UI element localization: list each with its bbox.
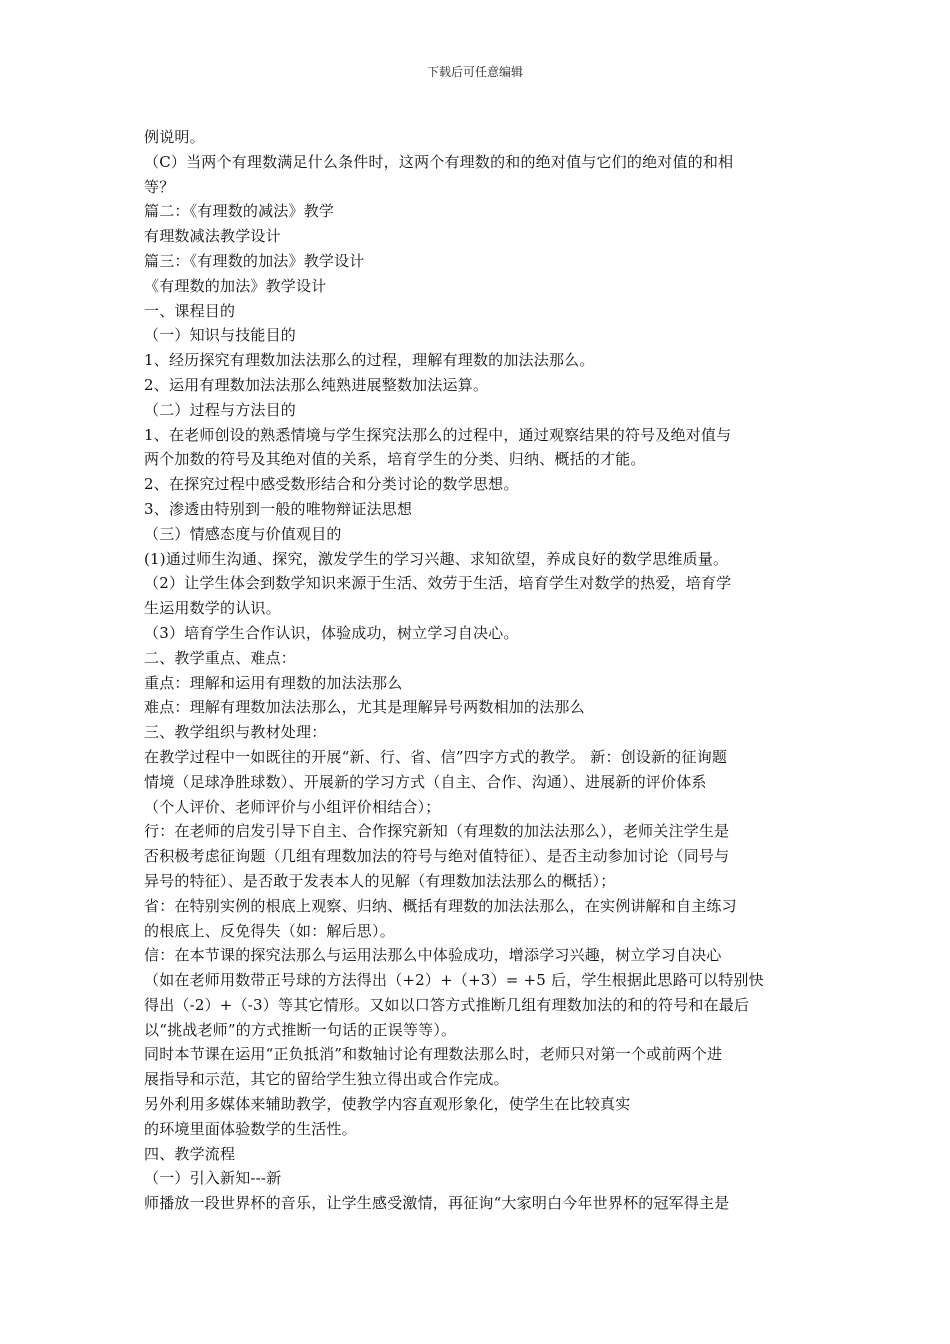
subsection-heading: （一）知识与技能目的	[144, 326, 297, 345]
text-line: 《有理数的加法》教学设计	[144, 276, 327, 295]
text-line: 得出（-2）+（-3）等其它情形。又如以口答方式推断几组有理数加法的和的符号和在最后	[144, 995, 750, 1014]
text-line: 难点：理解有理数加法法那么，尤其是理解异号两数相加的法那么	[144, 698, 585, 717]
text-line: 行：在老师的启发引导下自主、合作探究新知（有理数的加法法那么），老师关注学生是	[144, 822, 730, 841]
subsection-heading: （一）引入新知---新	[144, 1169, 282, 1188]
text-line: 以“挑战老师”的方式推断一句话的正误等等）。	[144, 1020, 457, 1039]
page-header: 下载后可任意编辑	[426, 65, 523, 79]
text-line: （C）当两个有理数满足什么条件时，这两个有理数的和的绝对值与它们的绝对值的和相	[144, 152, 734, 171]
section-heading: 篇二：《有理数的减法》教学	[144, 202, 335, 221]
subsection-heading: （三）情感态度与价值观目的	[144, 524, 342, 543]
text-line: 展指导和示范，其它的留给学生独立得出或合作完成。	[144, 1070, 509, 1089]
text-line: 情境（足球净胜球数）、开展新的学习方式（自主、合作、沟通）、进展新的评价体系	[144, 772, 707, 791]
text-line: 异号的特征）、是否敢于发表本人的见解（有理数加法法那么的概括）；	[144, 871, 616, 890]
text-line: 否积极考虑征询题（几组有理数加法的符号与绝对值特征）、是否主动参加讨论（同号与	[144, 847, 730, 866]
text-line: (1)通过师生沟通、探究，激发学生的学习兴趣、求知欲望，养成良好的数学思维质量。	[144, 549, 729, 568]
section-heading: 三、教学组织与教材处理：	[144, 723, 327, 742]
text-line: 在教学过程中一如既往的开展“新、行、省、信”四字方式的教学。 新：创设新的征询题	[144, 747, 728, 766]
text-line: 1、经历探究有理数加法法那么的过程，理解有理数的加法法那么。	[144, 351, 595, 370]
text-line: （3）培育学生合作认识，体验成功，树立学习自决心。	[144, 623, 519, 642]
text-line: （如在老师用数带正号球的方法得出（+2）+（+3）= +5 后，学生根据此思路可以特别快	[144, 971, 764, 990]
text-line: 的环境里面体验数学的生活性。	[144, 1119, 357, 1138]
section-heading: 一、课程目的	[144, 301, 236, 320]
section-heading: 二、教学重点、难点：	[144, 648, 297, 667]
section-heading: 篇三：《有理数的加法》教学设计	[144, 251, 365, 270]
text-line: 同时本节课在运用“正负抵消”和数轴讨论有理数法那么时，老师只对第一个或前两个进	[144, 1045, 723, 1064]
text-line: 2、在探究过程中感受数形结合和分类讨论的数学思想。	[144, 475, 519, 494]
text-line: 等？	[144, 177, 175, 196]
text-line: 例说明。	[144, 128, 205, 146]
text-line: 的根底上、反免得失（如：解后思）。	[144, 921, 395, 940]
text-line: （2）让学生体会到数学知识来源于生活、效劳于生活，培育学生对数学的热爱，培育学	[144, 574, 732, 593]
text-line: 信：在本节课的探究法那么与运用法那么中体验成功，增添学习兴趣，树立学习自决心	[144, 946, 722, 965]
text-line: 生运用数学的认识。	[144, 599, 281, 618]
text-line: 有理数减法教学设计	[144, 227, 281, 246]
subsection-heading: （二）过程与方法目的	[144, 400, 297, 419]
text-line: 2、运用有理数加法法那么纯熟进展整数加法运算。	[144, 375, 489, 394]
text-line: 两个加数的符号及其绝对值的关系，培育学生的分类、归纳、概括的才能。	[144, 450, 646, 469]
text-line: 重点：理解和运用有理数的加法法那么	[144, 673, 403, 692]
text-line: 省：在特别实例的根底上观察、归纳、概括有理数的加法法那么，在实例讲解和自主练习	[144, 896, 737, 915]
text-line: 师播放一段世界杯的音乐，让学生感受激情，再征询“大家明白今年世界杯的冠军得主是	[144, 1194, 730, 1213]
text-line: 1、在老师创设的熟悉情境与学生探究法那么的过程中，通过观察结果的符号及绝对值与	[144, 425, 732, 444]
text-line: （个人评价、老师评价与小组评价相结合）；	[144, 797, 441, 816]
section-heading: 四、教学流程	[144, 1144, 236, 1163]
text-line: 另外利用多媒体来辅助教学，使教学内容直观形象化，使学生在比较真实	[144, 1095, 631, 1114]
document-body	[144, 125, 808, 1216]
text-line: 3、渗透由特别到一般的唯物辩证法思想	[144, 499, 413, 518]
